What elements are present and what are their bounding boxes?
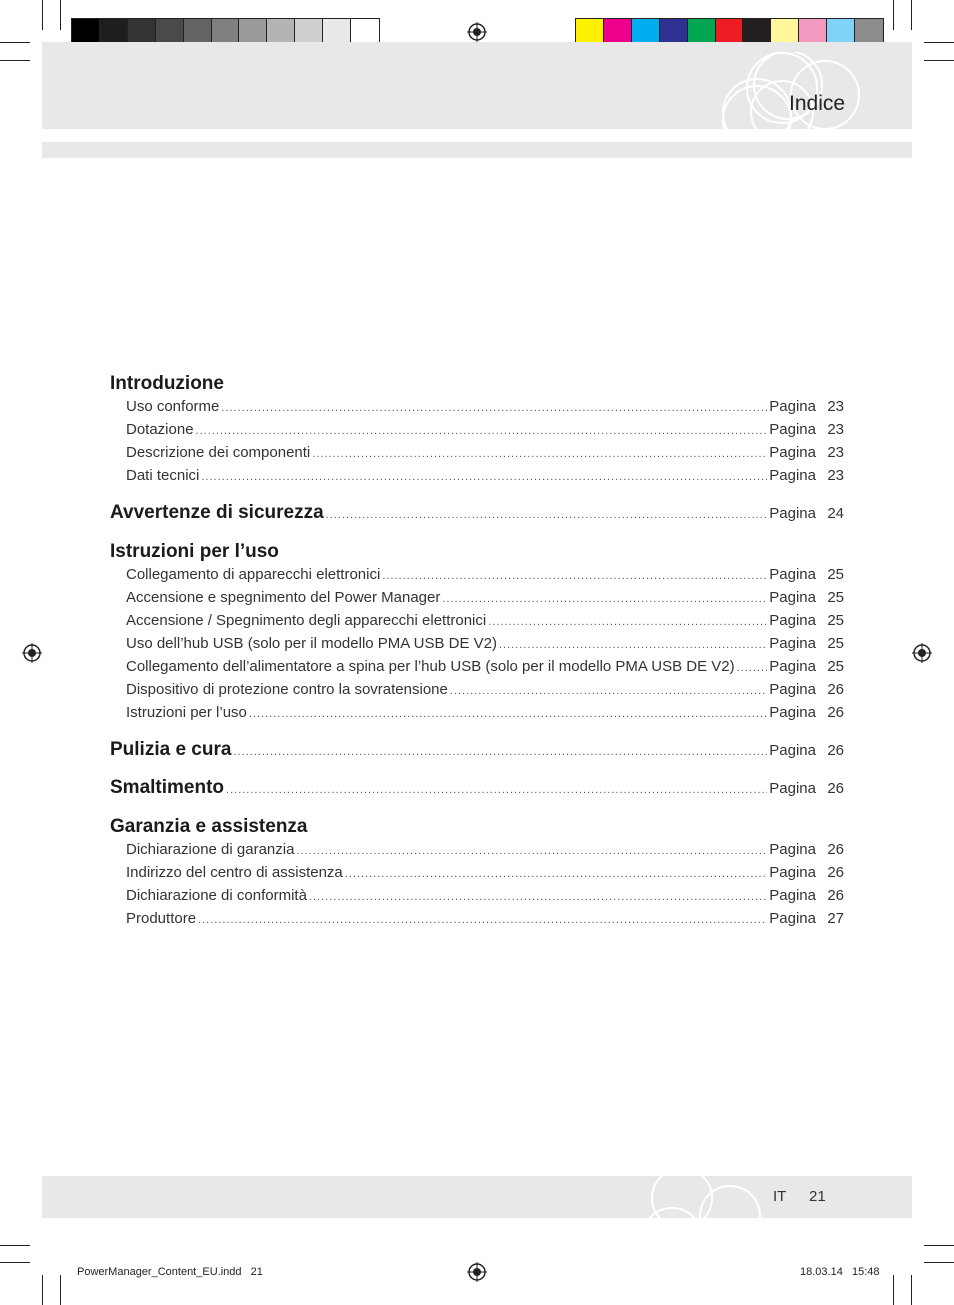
page-number: 25 [827, 589, 844, 606]
page-number: 26 [827, 841, 844, 858]
toc-page-ref [769, 839, 844, 861]
toc-entry[interactable] [110, 465, 844, 488]
registration-mark-icon [467, 1262, 487, 1282]
toc-entry[interactable] [110, 679, 844, 702]
toc-entry[interactable] [110, 442, 844, 465]
toc-page-ref [769, 465, 844, 487]
page-title: Indice [789, 92, 846, 115]
toc-entry-label: Istruzioni per l’uso [126, 704, 247, 721]
toc-entry[interactable] [110, 656, 844, 679]
page-number: 24 [827, 505, 844, 522]
leader-dots [312, 443, 767, 465]
toc-entry-label: Smaltimento [110, 777, 225, 798]
toc-page-ref [769, 503, 844, 525]
toc-entry-label: Accensione / Spegnimento degli apparecchi elettronici [126, 612, 487, 629]
page-word: Pagina [769, 841, 816, 858]
toc-entry-label: Descrizione dei componenti [126, 444, 311, 461]
crop-mark [60, 0, 61, 30]
crop-mark [911, 0, 912, 30]
leader-dots [309, 886, 767, 908]
page-word: Pagina [769, 612, 816, 629]
toc-entry-label: Collegamento dell’alimentatore a spina per l’hub USB (solo per il modello PMA USB DE V2) [126, 658, 735, 675]
page-word: Pagina [769, 658, 816, 675]
leader-dots [249, 703, 767, 725]
toc-entry[interactable] [110, 564, 844, 587]
page-word: Pagina [769, 398, 816, 415]
toc-entry-label: Uso conforme [126, 398, 220, 415]
leader-dots [221, 397, 767, 419]
page-word: Pagina [769, 742, 816, 759]
footer-language: IT [773, 1188, 787, 1205]
leader-dots [382, 565, 767, 587]
leader-dots [326, 504, 768, 526]
page-number: 25 [827, 635, 844, 652]
toc-page-ref [769, 740, 844, 762]
page-word: Pagina [769, 566, 816, 583]
toc-page-ref [769, 778, 844, 800]
crop-mark [924, 1245, 954, 1246]
toc-entry[interactable] [110, 587, 844, 610]
crop-mark [60, 1275, 61, 1305]
leader-dots [296, 840, 767, 862]
toc-entry-label: Pulizia e cura [110, 739, 232, 760]
leader-dots [442, 588, 767, 610]
crop-mark [924, 42, 954, 43]
page-number: 27 [827, 910, 844, 927]
toc-section-row[interactable] [110, 502, 844, 526]
crop-mark [0, 60, 30, 61]
toc-entry-label: Produttore [126, 910, 197, 927]
toc-entry-label: Dichiarazione di garanzia [126, 841, 295, 858]
page-number: 25 [827, 612, 844, 629]
toc-page-ref [769, 908, 844, 930]
leader-dots [196, 420, 768, 442]
crop-mark [0, 1262, 30, 1263]
toc-page-ref [769, 702, 844, 724]
page-word: Pagina [769, 704, 816, 721]
page-number: 26 [827, 704, 844, 721]
leader-dots [450, 680, 767, 702]
toc-page-ref [769, 610, 844, 632]
toc-section-row[interactable] [110, 739, 844, 763]
page-number: 26 [827, 780, 844, 797]
leader-dots [488, 611, 767, 633]
crop-mark [0, 42, 30, 43]
toc-entry-label: Collegamento di apparecchi elettronici [126, 566, 381, 583]
toc-page-ref [769, 885, 844, 907]
toc-entry[interactable] [110, 396, 844, 419]
page-number: 26 [827, 864, 844, 881]
leader-dots [198, 909, 767, 931]
toc-section-row[interactable] [110, 777, 844, 801]
toc-entry-label: Avvertenze di sicurezza [110, 502, 324, 523]
crop-mark [924, 1262, 954, 1263]
crop-mark [924, 60, 954, 61]
toc-page-ref [769, 396, 844, 418]
toc-entry[interactable] [110, 633, 844, 656]
page-number: 25 [827, 658, 844, 675]
crop-mark [911, 1275, 912, 1305]
crop-mark [893, 1275, 894, 1305]
toc-page-ref [769, 862, 844, 884]
page-word: Pagina [769, 467, 816, 484]
file-slug: PowerManager_Content_EU.indd 21 [77, 1266, 263, 1278]
page-word: Pagina [769, 864, 816, 881]
header-stripe [42, 142, 912, 158]
page-word: Pagina [769, 505, 816, 522]
toc-entry-label: Uso dell’hub USB (solo per il modello PMA USB DE V2) [126, 635, 497, 652]
toc-entry[interactable] [110, 885, 844, 908]
leader-dots [345, 863, 768, 885]
crop-mark [0, 1245, 30, 1246]
page-word: Pagina [769, 444, 816, 461]
toc-entry[interactable] [110, 862, 844, 885]
page-word: Pagina [769, 887, 816, 904]
page-word: Pagina [769, 681, 816, 698]
toc-entry-label: Dichiarazione di conformità [126, 887, 307, 904]
leader-dots [233, 741, 767, 763]
toc-entry[interactable] [110, 908, 844, 931]
toc-section-heading[interactable]: Introduzione [110, 373, 224, 394]
page-word: Pagina [769, 635, 816, 652]
toc-entry[interactable] [110, 419, 844, 442]
leader-dots [499, 634, 767, 656]
toc-page-ref [769, 656, 844, 678]
crop-mark [42, 1275, 43, 1305]
toc-entry[interactable] [110, 702, 844, 725]
toc-page-ref [769, 564, 844, 586]
footer-page-number: 21 [809, 1188, 826, 1205]
toc-section-heading[interactable]: Garanzia e assistenza [110, 816, 308, 837]
leader-dots [226, 779, 767, 801]
page-word: Pagina [769, 589, 816, 606]
registration-mark-icon [467, 22, 487, 42]
page-number: 23 [827, 467, 844, 484]
crop-mark [42, 0, 43, 30]
table-of-contents [110, 372, 844, 931]
date-slug: 18.03.14 15:48 [800, 1266, 880, 1278]
page-number: 23 [827, 444, 844, 461]
page-word: Pagina [769, 780, 816, 797]
toc-entry-label: Dotazione [126, 421, 194, 438]
toc-entry-label: Dispositivo di protezione contro la sovratensione [126, 681, 448, 698]
toc-page-ref [769, 633, 844, 655]
page-number: 25 [827, 566, 844, 583]
header-band [42, 42, 912, 129]
toc-page-ref [769, 587, 844, 609]
registration-mark-icon [912, 643, 932, 663]
page-word: Pagina [769, 421, 816, 438]
toc-entry[interactable] [110, 839, 844, 862]
page-number: 23 [827, 421, 844, 438]
crop-mark [893, 0, 894, 30]
toc-page-ref [769, 442, 844, 464]
registration-mark-icon [22, 643, 42, 663]
toc-page-ref [769, 679, 844, 701]
leader-dots [201, 466, 767, 488]
leader-dots [737, 657, 768, 679]
toc-entry[interactable] [110, 610, 844, 633]
page-number: 23 [827, 398, 844, 415]
toc-entry-label: Indirizzo del centro di assistenza [126, 864, 343, 881]
page-number: 26 [827, 681, 844, 698]
toc-entry-label: Dati tecnici [126, 467, 200, 484]
page-word: Pagina [769, 910, 816, 927]
toc-section-heading[interactable]: Istruzioni per l’uso [110, 541, 279, 562]
page-number: 26 [827, 742, 844, 759]
page-number: 26 [827, 887, 844, 904]
toc-page-ref [769, 419, 844, 441]
toc-entry-label: Accensione e spegnimento del Power Manager [126, 589, 441, 606]
